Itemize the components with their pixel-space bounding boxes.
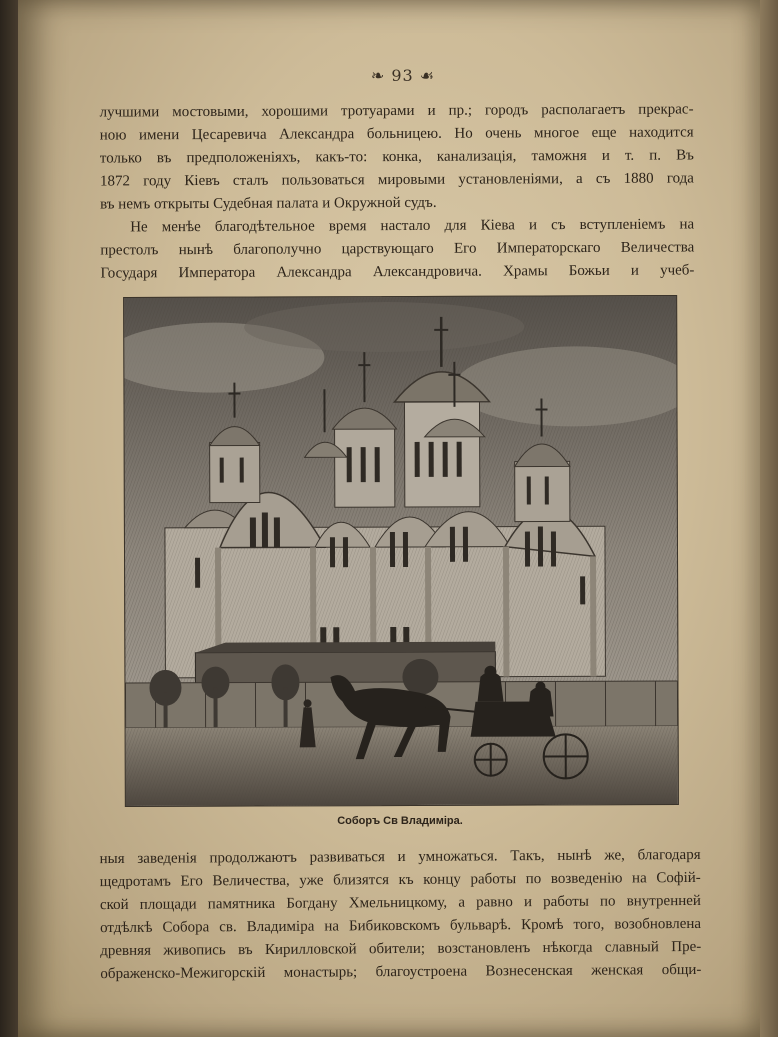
- text-line: ображенско-Межигорскій монастырь; благоустроена Вознесенская женская общи-: [100, 961, 702, 983]
- adjacent-page-edge: [760, 0, 778, 1037]
- ornament-left-icon: ❧: [370, 66, 386, 85]
- page-number-value: 93: [391, 66, 414, 85]
- text-line: въ немъ открыты Судебная палата и Окружной судъ.: [100, 194, 437, 213]
- top-paragraphs: [100, 98, 695, 285]
- text-line: Не менѣе благодѣтельное время настало для Кіева и съ вступленіемъ на: [130, 216, 695, 236]
- book-page: [18, 0, 760, 1037]
- text-line: 1872 году Кіевъ сталъ пользоваться мировыми установленіями, а съ 1880 года: [99, 170, 694, 190]
- cathedral-engraving: [123, 295, 679, 807]
- text-line: щедротамъ Его Величества, уже близятся къ концу работы по возведенію на Софій-: [99, 869, 701, 891]
- text-line: ною имени Цесаревича Александра больницею. Но очень многое еще находится: [99, 124, 694, 144]
- text-line: лучшими мостовыми, хорошими тротуарами и пр.; городъ располагаетъ прекрас-: [99, 101, 694, 121]
- text-line: только въ предположеніяхъ, какъ-то: конка, канализація, таможня и т. п. Въ: [99, 147, 694, 167]
- ornament-right-icon: ☙: [419, 66, 436, 85]
- text-line: древняя живопись въ Кирилловской обители; возстановленъ нѣкогда славный Пре-: [100, 938, 702, 960]
- cathedral-illustration: [124, 296, 678, 806]
- page-number: [348, 66, 458, 85]
- text-line: отдѣлкѣ Собора св. Владиміра на Бибиковскомъ бульварѣ. Кромѣ того, возобновлена: [100, 915, 702, 937]
- text-line: престолъ нынѣ благополучно царствующаго Его Императорскаго Величества: [100, 239, 695, 259]
- text-line: Государя Императора Александра Александровича. Храмы Божьи и учеб-: [100, 262, 695, 282]
- text-line: ныя заведенія продолжаютъ развиваться и умножаться. Такъ, нынѣ же, благодаря: [99, 846, 701, 868]
- bottom-paragraph: [100, 844, 702, 986]
- text-line: ской площади памятника Богдану Хмельницкому, а равно и работы по внутренней: [99, 892, 701, 914]
- figure-caption: Соборъ Св Владиміра.: [337, 815, 463, 827]
